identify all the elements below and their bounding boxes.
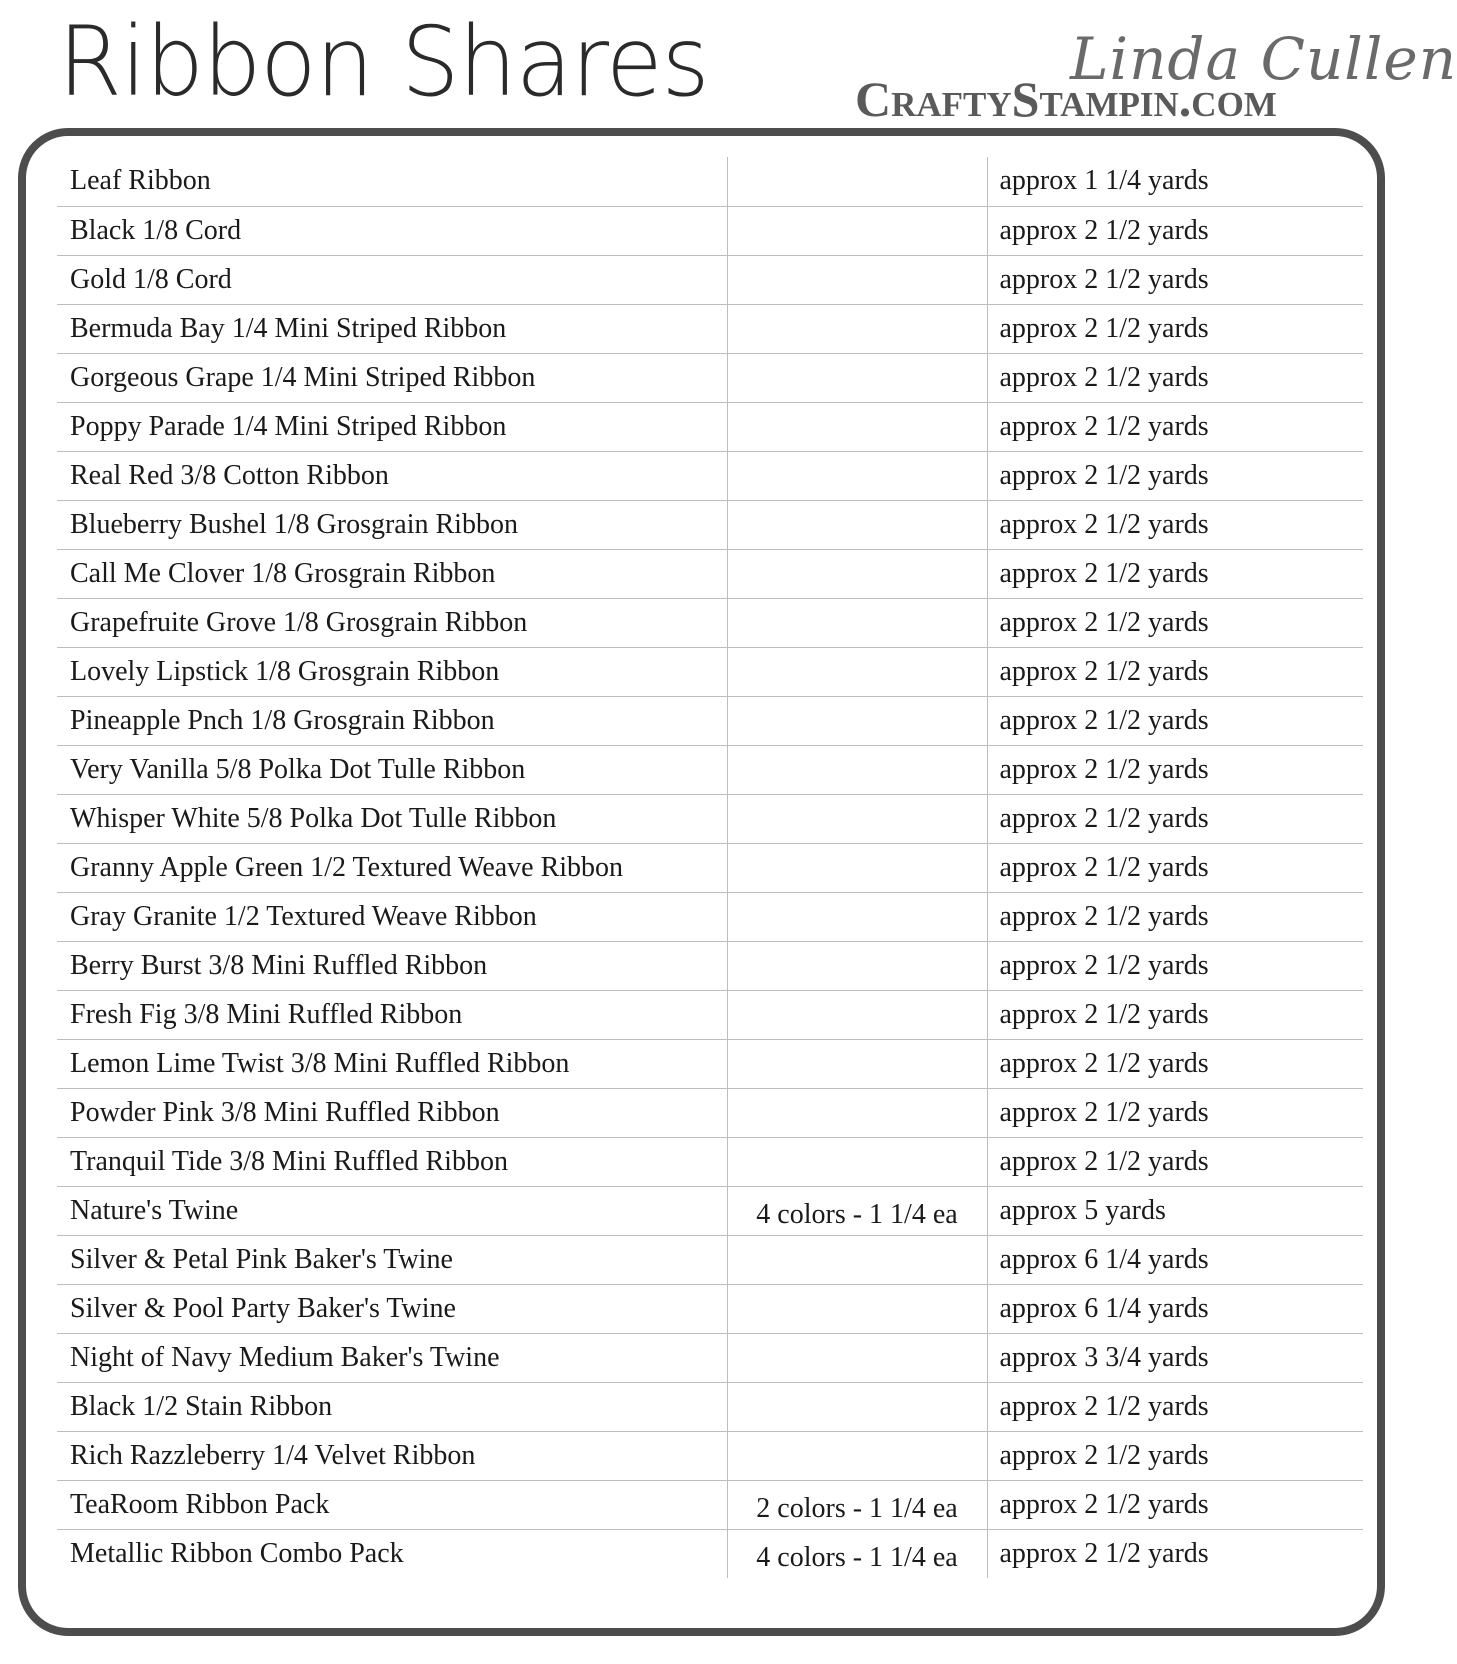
table-row bbox=[57, 1284, 1363, 1333]
ribbon-name-cell: Powder Pink 3/8 Mini Ruffled Ribbon bbox=[57, 1088, 727, 1137]
ribbon-amount-cell: approx 2 1/2 yards bbox=[987, 647, 1363, 696]
brand-logo bbox=[855, 24, 1457, 127]
ribbon-detail-cell bbox=[727, 402, 987, 451]
ribbon-amount-cell: approx 2 1/2 yards bbox=[987, 304, 1363, 353]
table-row bbox=[57, 1235, 1363, 1284]
ribbon-amount-cell: approx 5 yards bbox=[987, 1186, 1363, 1235]
ribbon-amount-cell: approx 2 1/2 yards bbox=[987, 402, 1363, 451]
ribbon-amount-cell: approx 2 1/2 yards bbox=[987, 696, 1363, 745]
ribbon-amount-cell: approx 6 1/4 yards bbox=[987, 1235, 1363, 1284]
ribbon-detail-cell bbox=[727, 255, 987, 304]
table-row bbox=[57, 1186, 1363, 1235]
ribbon-detail-cell bbox=[727, 549, 987, 598]
table-row bbox=[57, 696, 1363, 745]
logo-main-text: CraftyStampin.com bbox=[855, 71, 1277, 127]
ribbon-amount-cell: approx 2 1/2 yards bbox=[987, 843, 1363, 892]
ribbon-detail-cell bbox=[727, 1039, 987, 1088]
ribbon-detail-cell bbox=[727, 1088, 987, 1137]
ribbon-name-cell: Black 1/2 Stain Ribbon bbox=[57, 1382, 727, 1431]
ribbon-name-cell: Night of Navy Medium Baker's Twine bbox=[57, 1333, 727, 1382]
table-body bbox=[57, 157, 1363, 1578]
ribbon-detail-cell bbox=[727, 206, 987, 255]
ribbon-amount-cell: approx 2 1/2 yards bbox=[987, 598, 1363, 647]
ribbon-detail-cell bbox=[727, 1137, 987, 1186]
table-row bbox=[57, 1529, 1363, 1578]
table-row bbox=[57, 451, 1363, 500]
ribbon-detail-cell bbox=[727, 843, 987, 892]
table-row bbox=[57, 794, 1363, 843]
ribbon-amount-cell: approx 2 1/2 yards bbox=[987, 1529, 1363, 1578]
ribbon-detail-cell bbox=[727, 1382, 987, 1431]
table-row bbox=[57, 990, 1363, 1039]
ribbon-name-cell: Lovely Lipstick 1/8 Grosgrain Ribbon bbox=[57, 647, 727, 696]
table-row bbox=[57, 1137, 1363, 1186]
ribbon-amount-cell: approx 2 1/2 yards bbox=[987, 1088, 1363, 1137]
ribbon-amount-cell: approx 2 1/2 yards bbox=[987, 1039, 1363, 1088]
ribbon-detail-cell bbox=[727, 1235, 987, 1284]
ribbon-detail-cell bbox=[727, 451, 987, 500]
table-row bbox=[57, 549, 1363, 598]
ribbon-detail-cell bbox=[727, 157, 987, 206]
ribbon-amount-cell: approx 2 1/2 yards bbox=[987, 255, 1363, 304]
ribbon-amount-cell: approx 2 1/2 yards bbox=[987, 794, 1363, 843]
ribbon-name-cell: TeaRoom Ribbon Pack bbox=[57, 1480, 727, 1529]
table-row bbox=[57, 941, 1363, 990]
ribbon-name-cell: Gold 1/8 Cord bbox=[57, 255, 727, 304]
ribbon-name-cell: Lemon Lime Twist 3/8 Mini Ruffled Ribbon bbox=[57, 1039, 727, 1088]
ribbon-detail-cell bbox=[727, 696, 987, 745]
ribbon-amount-cell: approx 2 1/2 yards bbox=[987, 745, 1363, 794]
ribbon-name-cell: Fresh Fig 3/8 Mini Ruffled Ribbon bbox=[57, 990, 727, 1039]
ribbon-amount-cell: approx 6 1/4 yards bbox=[987, 1284, 1363, 1333]
ribbon-amount-cell: approx 2 1/2 yards bbox=[987, 1382, 1363, 1431]
ribbon-name-cell: Silver & Petal Pink Baker's Twine bbox=[57, 1235, 727, 1284]
table-row bbox=[57, 304, 1363, 353]
ribbon-name-cell: Bermuda Bay 1/4 Mini Striped Ribbon bbox=[57, 304, 727, 353]
ribbon-name-cell: Gray Granite 1/2 Textured Weave Ribbon bbox=[57, 892, 727, 941]
ribbon-amount-cell: approx 2 1/2 yards bbox=[987, 892, 1363, 941]
ribbon-detail-cell: 2 colors - 1 1/4 ea bbox=[727, 1480, 987, 1529]
table-row bbox=[57, 1333, 1363, 1382]
table-row bbox=[57, 1431, 1363, 1480]
ribbon-detail-cell bbox=[727, 794, 987, 843]
ribbon-amount-cell: approx 3 3/4 yards bbox=[987, 1333, 1363, 1382]
ribbon-amount-cell: approx 2 1/2 yards bbox=[987, 990, 1363, 1039]
table-row bbox=[57, 353, 1363, 402]
ribbon-detail-cell bbox=[727, 745, 987, 794]
ribbon-detail-cell: 4 colors - 1 1/4 ea bbox=[727, 1529, 987, 1578]
ribbon-detail-cell bbox=[727, 1431, 987, 1480]
ribbon-amount-cell: approx 2 1/2 yards bbox=[987, 1480, 1363, 1529]
ribbon-amount-cell: approx 2 1/2 yards bbox=[987, 941, 1363, 990]
ribbon-name-cell: Berry Burst 3/8 Mini Ruffled Ribbon bbox=[57, 941, 727, 990]
ribbon-name-cell: Very Vanilla 5/8 Polka Dot Tulle Ribbon bbox=[57, 745, 727, 794]
logo-script-text: Linda Cullen bbox=[1070, 25, 1457, 93]
ribbon-detail-cell bbox=[727, 647, 987, 696]
ribbon-name-cell: Real Red 3/8 Cotton Ribbon bbox=[57, 451, 727, 500]
ribbon-amount-cell: approx 1 1/4 yards bbox=[987, 157, 1363, 206]
table-row bbox=[57, 1382, 1363, 1431]
ribbon-name-cell: Poppy Parade 1/4 Mini Striped Ribbon bbox=[57, 402, 727, 451]
ribbon-name-cell: Grapefruite Grove 1/8 Grosgrain Ribbon bbox=[57, 598, 727, 647]
ribbon-amount-cell: approx 2 1/2 yards bbox=[987, 1137, 1363, 1186]
ribbon-name-cell: Whisper White 5/8 Polka Dot Tulle Ribbon bbox=[57, 794, 727, 843]
ribbon-amount-cell: approx 2 1/2 yards bbox=[987, 1431, 1363, 1480]
ribbon-name-cell: Silver & Pool Party Baker's Twine bbox=[57, 1284, 727, 1333]
table-row bbox=[57, 255, 1363, 304]
ribbon-detail-cell bbox=[727, 892, 987, 941]
ribbon-detail-cell bbox=[727, 1284, 987, 1333]
table-row bbox=[57, 500, 1363, 549]
table-row bbox=[57, 1088, 1363, 1137]
ribbon-detail-cell bbox=[727, 941, 987, 990]
table-row bbox=[57, 1480, 1363, 1529]
ribbon-name-cell: Metallic Ribbon Combo Pack bbox=[70, 1537, 404, 1569]
table-row bbox=[57, 1039, 1363, 1088]
page-header bbox=[0, 0, 1457, 130]
ribbon-amount-cell: approx 2 1/2 yards bbox=[987, 549, 1363, 598]
ribbon-name-cell: Blueberry Bushel 1/8 Grosgrain Ribbon bbox=[57, 500, 727, 549]
page-title: Ribbon Shares bbox=[58, 5, 709, 118]
ribbon-name-cell: Pineapple Pnch 1/8 Grosgrain Ribbon bbox=[57, 696, 727, 745]
table-row bbox=[57, 647, 1363, 696]
ribbon-detail-cell bbox=[727, 304, 987, 353]
ribbon-detail-cell: 4 colors - 1 1/4 ea bbox=[727, 1186, 987, 1235]
table-row bbox=[57, 157, 1363, 206]
ribbon-detail-cell bbox=[727, 1333, 987, 1382]
table-row bbox=[57, 892, 1363, 941]
table-row bbox=[57, 206, 1363, 255]
ribbon-name-cell: Rich Razzleberry 1/4 Velvet Ribbon bbox=[57, 1431, 727, 1480]
ribbon-detail-cell bbox=[727, 598, 987, 647]
ribbon-name-cell: Gorgeous Grape 1/4 Mini Striped Ribbon bbox=[57, 353, 727, 402]
ribbon-name-cell: Nature's Twine bbox=[57, 1186, 727, 1235]
ribbon-detail-cell bbox=[727, 990, 987, 1039]
ribbon-name-cell: Tranquil Tide 3/8 Mini Ruffled Ribbon bbox=[57, 1137, 727, 1186]
ribbon-shares-table bbox=[57, 157, 1363, 1578]
ribbon-amount-cell: approx 2 1/2 yards bbox=[987, 500, 1363, 549]
ribbon-name-cell: Granny Apple Green 1/2 Textured Weave Ribbon bbox=[57, 843, 727, 892]
ribbon-detail-cell bbox=[727, 500, 987, 549]
ribbon-amount-cell: approx 2 1/2 yards bbox=[987, 353, 1363, 402]
ribbon-amount-cell: approx 2 1/2 yards bbox=[987, 451, 1363, 500]
table-row bbox=[57, 402, 1363, 451]
ribbon-name-cell: Black 1/8 Cord bbox=[57, 206, 727, 255]
table-row bbox=[57, 745, 1363, 794]
table-row bbox=[57, 843, 1363, 892]
ribbon-amount-cell: approx 2 1/2 yards bbox=[987, 206, 1363, 255]
table-row bbox=[57, 598, 1363, 647]
ribbon-name-cell: Leaf Ribbon bbox=[57, 157, 727, 206]
ribbon-name-cell: Call Me Clover 1/8 Grosgrain Ribbon bbox=[57, 549, 727, 598]
ribbon-detail-cell bbox=[727, 353, 987, 402]
